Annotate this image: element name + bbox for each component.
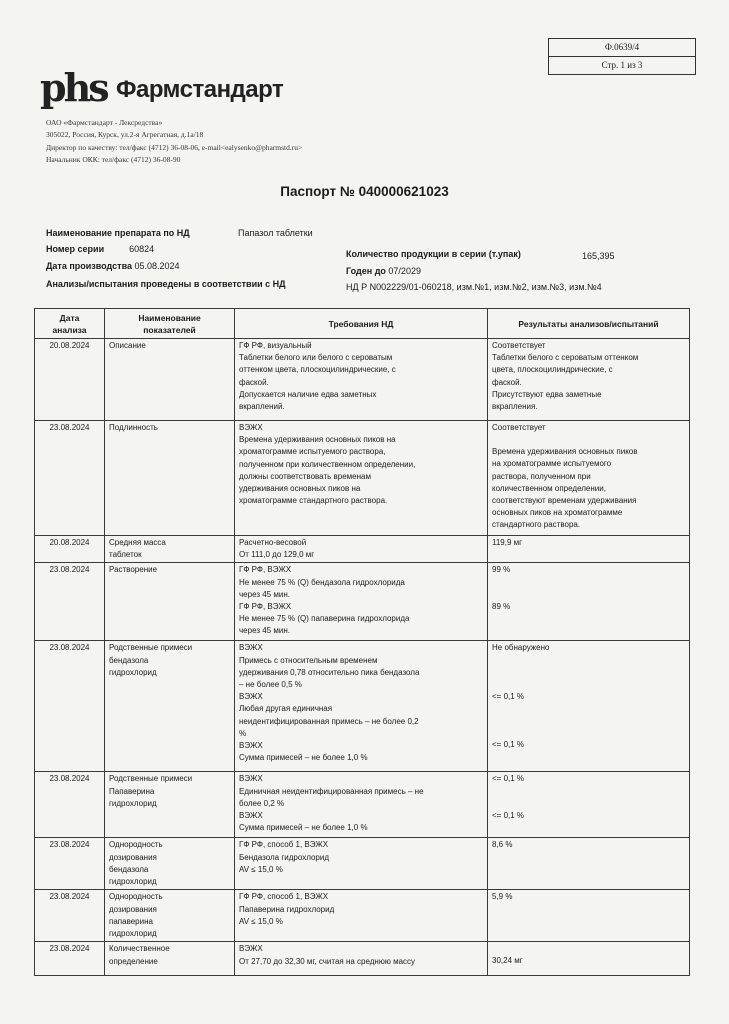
cell-line: Растворение <box>109 565 158 575</box>
cell-line: бендазола <box>109 655 149 665</box>
cell-results <box>488 942 690 976</box>
cell-line: оттенком цвета, плоскоцилиндрические, с <box>239 365 396 375</box>
cell-line <box>492 667 685 679</box>
table-row <box>35 942 690 976</box>
cell-date: 20.08.2024 <box>35 536 105 563</box>
cell-results <box>488 421 690 536</box>
table-row <box>35 772 690 838</box>
cell-line: Таблетки белого с сероватым оттенком <box>492 353 639 363</box>
analyses-row <box>46 279 286 289</box>
cell-date: 23.08.2024 <box>35 838 105 890</box>
cell-line: вкрапления. <box>492 402 538 412</box>
cell-line: дозирования <box>109 904 157 914</box>
production-date-value: 05.08.2024 <box>134 261 180 271</box>
drug-name-row <box>46 228 190 238</box>
cell-line: Однородность <box>109 892 163 902</box>
cell-line: ВЭЖХ <box>239 643 263 653</box>
series-row <box>46 244 154 254</box>
table-row <box>35 890 690 942</box>
cell-line: бендазола <box>109 864 149 874</box>
cell-line: Допускается наличие едва заметных <box>239 389 377 399</box>
cell-line: Присутствуют едва заметные <box>492 389 602 399</box>
cell-line: Не обнаружено <box>492 643 550 653</box>
drug-name-label: Наименование препарата по НД <box>46 228 190 238</box>
cell-line: более 0,2 % <box>239 798 285 808</box>
cell-line: 119,9 мг <box>492 538 523 547</box>
cell-line: Количественное <box>109 944 170 954</box>
cell-indicator <box>105 890 235 942</box>
logo-mark: phs <box>40 65 107 110</box>
expiry-row <box>346 266 421 276</box>
cell-line: гидрохлорид <box>109 929 157 939</box>
cell-line: Родственные примеси <box>109 774 193 784</box>
header-indicator: Наименование показателей <box>105 309 235 339</box>
cell-line: хроматограмме стандартного раствора. <box>239 496 388 506</box>
cell-line: Однородность <box>109 840 163 850</box>
cell-line: Папаверина гидрохлорид <box>239 904 335 914</box>
company-address: 305022, Россия, Курск, ул.2-я Агрегатная, д.1а/18 <box>46 130 204 140</box>
cell-line: ВЭЖХ <box>239 811 263 821</box>
cell-line: ВЭЖХ <box>239 774 263 784</box>
cell-results <box>488 772 690 838</box>
header-date: Дата анализа <box>35 309 105 339</box>
cell-line: Не менее 75 % (Q) папаверина гидрохлорида <box>239 614 410 624</box>
cell-line: <= 0,1 % <box>492 691 525 701</box>
cell-indicator <box>105 339 235 421</box>
cell-line: AV ≤ 15,0 % <box>239 864 283 874</box>
cell-line: Расчетно-весовой <box>239 538 307 547</box>
cell-line: Примесь с относительным временем <box>239 655 378 665</box>
cell-line: От 27,70 до 32,30 мг, считая на среднюю массу <box>239 956 416 966</box>
cell-line: ВЭЖХ <box>239 423 263 432</box>
table-row <box>35 421 690 536</box>
cell-line: папаверина <box>109 916 153 926</box>
table-row <box>35 838 690 890</box>
cell-indicator <box>105 421 235 536</box>
cell-line: раствора, полученном при <box>492 471 591 481</box>
cell-line: ГФ РФ, ВЭЖХ <box>239 565 292 575</box>
cell-line: – не более 0,5 % <box>239 680 302 690</box>
cell-line: удерживания основных пиков на <box>239 484 361 494</box>
table-row <box>35 641 690 772</box>
production-date-row <box>46 261 180 271</box>
cell-date: 23.08.2024 <box>35 421 105 536</box>
quantity-label: Количество продукции в серии (т.упак) <box>346 249 521 259</box>
drug-name-value: Папазол таблетки <box>238 228 313 238</box>
cell-line <box>492 703 685 715</box>
cell-line: определение <box>109 956 158 966</box>
cell-line: ВЭЖХ <box>239 692 263 702</box>
table-row <box>35 339 690 421</box>
cell-indicator <box>105 536 235 563</box>
logo-name: Фармстандарт <box>116 76 284 103</box>
cell-requirements <box>235 641 488 772</box>
cell-date: 20.08.2024 <box>35 339 105 421</box>
cell-line: Времена удерживания основных пиков <box>492 447 638 457</box>
cell-line: Соответствует <box>492 341 546 350</box>
cell-requirements <box>235 772 488 838</box>
cell-line: 99 % <box>492 565 511 575</box>
cell-requirements <box>235 890 488 942</box>
cell-date: 23.08.2024 <box>35 641 105 772</box>
production-date-label: Дата производства <box>46 261 132 271</box>
cell-indicator <box>105 942 235 976</box>
analysis-results-table <box>34 308 690 976</box>
cell-line: через 45 мин. <box>239 589 290 599</box>
cell-line: гидрохлорид <box>109 798 157 808</box>
cell-line: стандартного раствора. <box>492 520 581 530</box>
quantity-row <box>346 249 521 259</box>
cell-line: 30,24 мг <box>492 956 523 966</box>
cell-line: Времена удерживания основных пиков на <box>239 435 396 445</box>
cell-results <box>488 339 690 421</box>
header-results: Результаты анализов/испытаний <box>488 309 690 339</box>
okk-head-contact: Начальник ОКК: тел/факс (4712) 36-08-90 <box>46 154 181 164</box>
cell-line: через 45 мин. <box>239 626 290 636</box>
cell-line <box>492 589 685 601</box>
series-value: 60824 <box>129 244 155 254</box>
cell-date: 23.08.2024 <box>35 942 105 976</box>
cell-line: цвета, плоскоцилиндрические, с <box>492 365 613 375</box>
nd-reference: НД Р N002229/01-060218, изм.№1, изм.№2, изм.№3, изм.№4 <box>346 282 602 292</box>
cell-results <box>488 641 690 772</box>
table-row <box>35 563 690 641</box>
expiry-label: Годен до <box>346 266 386 276</box>
cell-line: 8,6 % <box>492 840 513 850</box>
cell-line: должны соответствовать временам <box>239 471 371 481</box>
series-label: Номер серии <box>46 244 105 254</box>
cell-line <box>492 727 685 739</box>
cell-line: ВЭЖХ <box>239 944 263 954</box>
cell-line: фаской. <box>492 377 522 387</box>
cell-requirements <box>235 942 488 976</box>
cell-line: Родственные примеси <box>109 643 193 653</box>
cell-date: 23.08.2024 <box>35 563 105 641</box>
cell-line: ГФ РФ, визуальный <box>239 341 312 350</box>
cell-line: Описание <box>109 341 146 350</box>
cell-line: фаской. <box>239 377 269 387</box>
cell-line <box>492 786 685 798</box>
cell-line: Таблетки белого или белого с сероватым <box>239 353 393 363</box>
passport-title: Паспорт № 040000621023 <box>280 184 449 199</box>
cell-line: неидентифицированная примесь – не более 0,2 <box>239 716 419 726</box>
cell-line: дозирования <box>109 852 157 862</box>
cell-line: Не менее 75 % (Q) бендазола гидрохлорида <box>239 577 405 587</box>
cell-line: полученном при количественном определении, <box>239 459 416 469</box>
cell-results <box>488 890 690 942</box>
cell-line: AV ≤ 15,0 % <box>239 916 283 926</box>
cell-line: хроматограмме испытуемого раствора, <box>239 447 386 457</box>
cell-line: на хроматограмме испытуемого <box>492 459 612 469</box>
cell-line <box>492 679 685 691</box>
cell-line: % <box>239 728 247 738</box>
cell-line: 5,9 % <box>492 892 513 902</box>
cell-line: <= 0,1 % <box>492 810 525 820</box>
cell-line: <= 0,1 % <box>492 739 525 749</box>
cell-line: вкраплений. <box>239 402 285 412</box>
cell-date: 23.08.2024 <box>35 890 105 942</box>
cell-line: Подлинность <box>109 423 158 432</box>
cell-results <box>488 536 690 563</box>
cell-requirements <box>235 536 488 563</box>
cell-line: Единичная неидентифицированная примесь – не <box>239 786 424 796</box>
cell-requirements <box>235 838 488 890</box>
cell-date: 23.08.2024 <box>35 772 105 838</box>
cell-line <box>492 434 685 446</box>
cell-results <box>488 838 690 890</box>
page-counter: Стр. 1 из 3 <box>549 56 695 74</box>
cell-line <box>492 655 685 667</box>
cell-indicator <box>105 838 235 890</box>
cell-requirements <box>235 421 488 536</box>
cell-line: гидрохлорид <box>109 877 157 887</box>
cell-line: ГФ РФ, способ 1, ВЭЖХ <box>239 840 329 850</box>
cell-line: 89 % <box>492 601 511 611</box>
cell-line: Бендазола гидрохлорид <box>239 852 329 862</box>
cell-line: гидрохлорид <box>109 667 157 677</box>
quantity-value: 165,395 <box>582 251 615 261</box>
quality-director-contact: Директор по качеству: тел/факс (4712) 36-08-06, e-mail<ealysenko@pharmstd.ru> <box>46 142 303 152</box>
cell-line: ГФ РФ, способ 1, ВЭЖХ <box>239 892 329 902</box>
cell-line: ВЭЖХ <box>239 741 263 751</box>
form-code: Ф.0639/4 <box>604 42 640 52</box>
cell-line: ГФ РФ, ВЭЖХ <box>239 602 292 612</box>
form-code-box <box>548 38 696 75</box>
cell-line <box>492 943 685 955</box>
company-name: ОАО «Фармстандарт - Лексредства» <box>46 118 163 127</box>
cell-requirements <box>235 339 488 421</box>
cell-line <box>492 798 685 810</box>
cell-line: От 111,0 до 129,0 мг <box>239 550 315 560</box>
cell-line: Любая другая единичная <box>239 704 333 714</box>
cell-line: основных пиков на хроматограмме <box>492 508 623 518</box>
table-row <box>35 536 690 563</box>
cell-indicator <box>105 641 235 772</box>
cell-line: количественном определении, <box>492 483 606 493</box>
company-info <box>46 117 302 166</box>
cell-line: Средняя масса <box>109 538 166 547</box>
cell-indicator <box>105 563 235 641</box>
table-header-row <box>35 309 690 339</box>
cell-line: Сумма примесей – не более 1,0 % <box>239 753 368 763</box>
analyses-label: Анализы/испытания проведены в соответствии с НД <box>46 279 286 289</box>
cell-line <box>492 715 685 727</box>
cell-line <box>492 577 685 589</box>
cell-line: <= 0,1 % <box>492 774 525 784</box>
cell-line: соответствуют временам удерживания <box>492 496 637 506</box>
header-requirements: Требования НД <box>235 309 488 339</box>
cell-line: Папаверина <box>109 786 155 796</box>
cell-line: удерживания 0,78 относительно пика бендазола <box>239 667 420 677</box>
cell-requirements <box>235 563 488 641</box>
expiry-value: 07/2029 <box>388 266 421 276</box>
cell-indicator <box>105 772 235 838</box>
cell-results <box>488 563 690 641</box>
cell-line: Соответствует <box>492 423 546 432</box>
cell-line: Сумма примесей – не более 1,0 % <box>239 823 368 833</box>
cell-line: таблеток <box>109 550 142 560</box>
